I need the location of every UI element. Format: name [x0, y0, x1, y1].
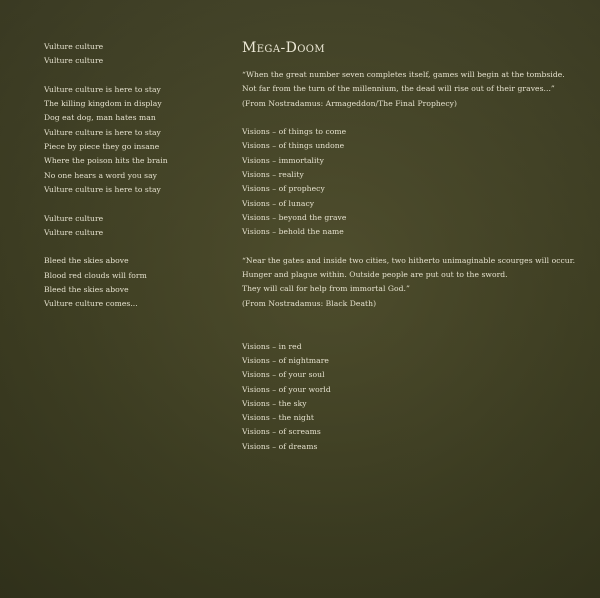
lyric-line: Where the poison hits the brain [44, 156, 168, 166]
quote-source: (From Nostradamus: Armageddon/The Final Prophecy) [242, 98, 457, 108]
song-title: Mega-Doom [242, 40, 326, 56]
stanza-gap [44, 240, 224, 254]
stanza-gap [242, 311, 592, 325]
stanza-gap [242, 111, 592, 125]
lyric-line: Visions – immortality [242, 155, 324, 165]
lyric-line: Vulture culture comes... [44, 299, 138, 309]
lyric-line: Visions – of prophecy [242, 184, 325, 194]
quote-line: Hunger and plague within. Outside people are put out to the sword. [242, 270, 508, 280]
lyric-line: Blood red clouds will form [44, 270, 147, 280]
lyric-line: Visions – reality [242, 170, 304, 180]
lyric-line: Vulture culture [44, 227, 104, 237]
lyric-line: Vulture culture is here to stay [44, 184, 161, 194]
lyrics-left-column [44, 40, 224, 312]
lyric-line: Visions – of dreams [242, 441, 318, 451]
lyrics-right-column [242, 40, 592, 454]
stanza-gap [44, 197, 224, 211]
stanza-gap [44, 69, 224, 83]
quote-line: Not far from the turn of the millennium, the dead will rise out of their graves...” [242, 84, 555, 94]
lyric-line: Vulture culture [44, 213, 104, 223]
lyric-line: Visions – of nightmare [242, 355, 329, 365]
stanza-gap [242, 325, 592, 339]
lyric-line: Dog eat dog, man hates man [44, 113, 156, 123]
lyric-line: Visions – in red [242, 341, 302, 351]
lyric-line: Visions – the night [242, 413, 315, 423]
lyric-line: Visions – beyond the grave [242, 212, 347, 222]
lyric-line: Visions – of things undone [242, 141, 345, 151]
quote-line: “When the great number seven completes itself, games will begin at the tombside. [242, 70, 565, 79]
lyric-line: Bleed the skies above [44, 285, 129, 295]
lyric-line: No one hears a word you say [44, 170, 158, 180]
lyric-line: Visions – of your soul [242, 370, 325, 380]
lyric-line: Visions – of your world [242, 384, 331, 394]
quote-line: They will call for help from immortal God.” [242, 284, 410, 294]
lyric-line: Bleed the skies above [44, 256, 129, 266]
lyric-line: Visions – of lunacy [242, 198, 315, 208]
lyric-line: Visions – of things to come [242, 127, 347, 137]
lyric-line: The killing kingdom in display [44, 99, 162, 109]
stanza-gap [242, 240, 592, 254]
lyric-line: Visions – behold the name [242, 227, 344, 237]
lyric-line: Vulture culture [44, 42, 104, 51]
lyric-line: Vulture culture is here to stay [44, 127, 161, 137]
quote-source: (From Nostradamus: Black Death) [242, 298, 377, 308]
lyric-line: Piece by piece they go insane [44, 142, 160, 152]
quote-line: “Near the gates and inside two cities, two hitherto unimaginable scourges will occur. [242, 255, 576, 265]
lyric-line: Visions – of screams [242, 427, 321, 437]
lyric-line: Visions – the sky [242, 398, 307, 408]
lyric-line: Vulture culture [44, 56, 104, 66]
lyric-line: Vulture culture is here to stay [44, 84, 161, 94]
